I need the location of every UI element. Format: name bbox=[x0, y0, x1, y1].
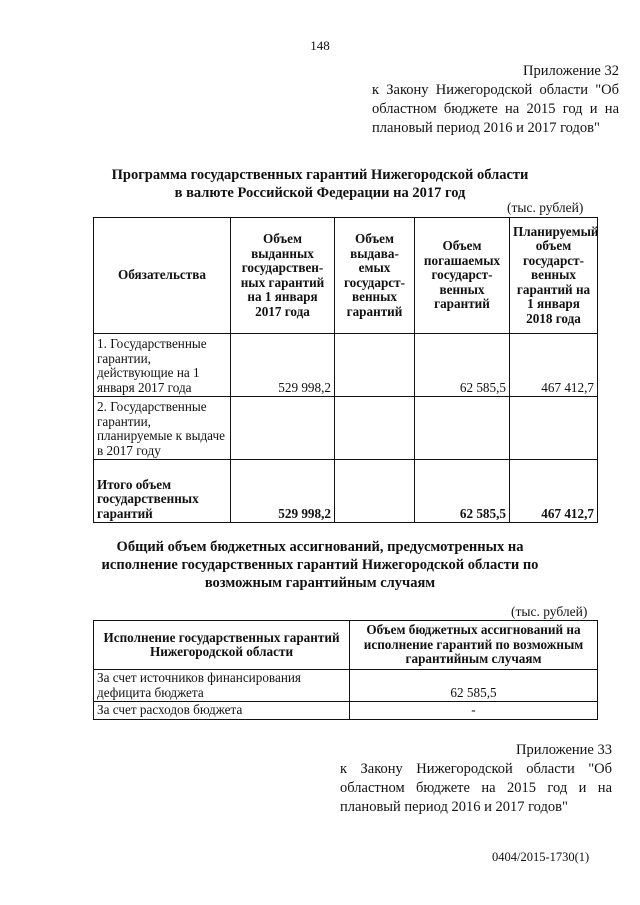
table-row bbox=[94, 397, 598, 460]
appendix-33-header bbox=[340, 741, 612, 817]
document-code: 0404/2015-1730(1) bbox=[492, 850, 590, 864]
table-header-row bbox=[94, 621, 598, 670]
program-unit: (тыс. рублей) bbox=[507, 200, 584, 215]
header-obligations: Обязательства bbox=[94, 218, 231, 334]
row-amount: - bbox=[350, 702, 598, 720]
total-new bbox=[335, 460, 415, 523]
table-row bbox=[94, 334, 598, 397]
program-title-line1: Программа государственных гарантий Нижегородской области bbox=[111, 167, 529, 183]
allocations-table bbox=[93, 620, 598, 720]
row-repaid: 62 585,5 bbox=[415, 334, 510, 397]
appendix-32-header bbox=[372, 62, 619, 138]
allocations-title-line2: исполнение государственных гарантий Нижегородской области по bbox=[101, 557, 539, 573]
appendix-32-label: Приложение 32 bbox=[523, 63, 619, 79]
total-name: Итого объем государственных гарантий bbox=[94, 460, 231, 523]
row-new bbox=[335, 334, 415, 397]
row-issued: 529 998,2 bbox=[231, 334, 335, 397]
row-planned bbox=[510, 397, 598, 460]
total-repaid: 62 585,5 bbox=[415, 460, 510, 523]
row-source: За счет источников финансирования дефицита бюджета bbox=[94, 670, 350, 702]
table-header-row bbox=[94, 218, 598, 334]
row-source: За счет расходов бюджета bbox=[94, 702, 350, 720]
allocations-title bbox=[40, 538, 600, 592]
guarantees-program-table bbox=[93, 217, 598, 523]
allocations-unit: (тыс. рублей) bbox=[511, 604, 588, 619]
appendix-33-text: к Закону Нижегородской области "Об областном бюджете на 2015 год и на плановый период 2016 и 2017 годов" bbox=[340, 761, 612, 815]
row-name: 1. Государственные гарантии, действующие на 1 января 2017 года bbox=[94, 334, 231, 397]
header-repaid: Объем погашаемых государст-венных гарантий bbox=[415, 218, 510, 334]
total-issued: 529 998,2 bbox=[231, 460, 335, 523]
header-new: Объем выдава-емых государст-венных гарантий bbox=[335, 218, 415, 334]
row-new bbox=[335, 397, 415, 460]
appendix-33-label: Приложение 33 bbox=[516, 742, 612, 758]
header-planned: Планируемый объем государст-венных гарантий на 1 января 2018 года bbox=[510, 218, 598, 334]
total-planned: 467 412,7 bbox=[510, 460, 598, 523]
row-name: 2. Государственные гарантии, планируемые к выдаче в 2017 году bbox=[94, 397, 231, 460]
program-title-line2: в валюте Российской Федерации на 2017 год bbox=[174, 185, 466, 201]
allocations-title-line1: Общий объем бюджетных ассигнований, предусмотренных на bbox=[116, 539, 524, 555]
row-planned: 467 412,7 bbox=[510, 334, 598, 397]
header-execution: Исполнение государственных гарантий Нижегородской области bbox=[94, 621, 350, 670]
row-issued bbox=[231, 397, 335, 460]
table-row bbox=[94, 702, 598, 720]
appendix-32-text: к Закону Нижегородской области "Об областном бюджете на 2015 год и на плановый период 2016 и 2017 годов" bbox=[372, 82, 619, 136]
row-amount: 62 585,5 bbox=[350, 670, 598, 702]
table-row bbox=[94, 670, 598, 702]
row-repaid bbox=[415, 397, 510, 460]
allocations-title-line3: возможным гарантийным случаям bbox=[204, 575, 436, 591]
program-title bbox=[40, 166, 600, 202]
page-number: 148 bbox=[310, 38, 330, 53]
header-issued: Объем выданных государствен-ных гарантий на 1 января 2017 года bbox=[231, 218, 335, 334]
header-allocations: Объем бюджетных ассигнований на исполнение гарантий по возможным гарантийным случаям bbox=[350, 621, 598, 670]
table-total-row bbox=[94, 460, 598, 523]
